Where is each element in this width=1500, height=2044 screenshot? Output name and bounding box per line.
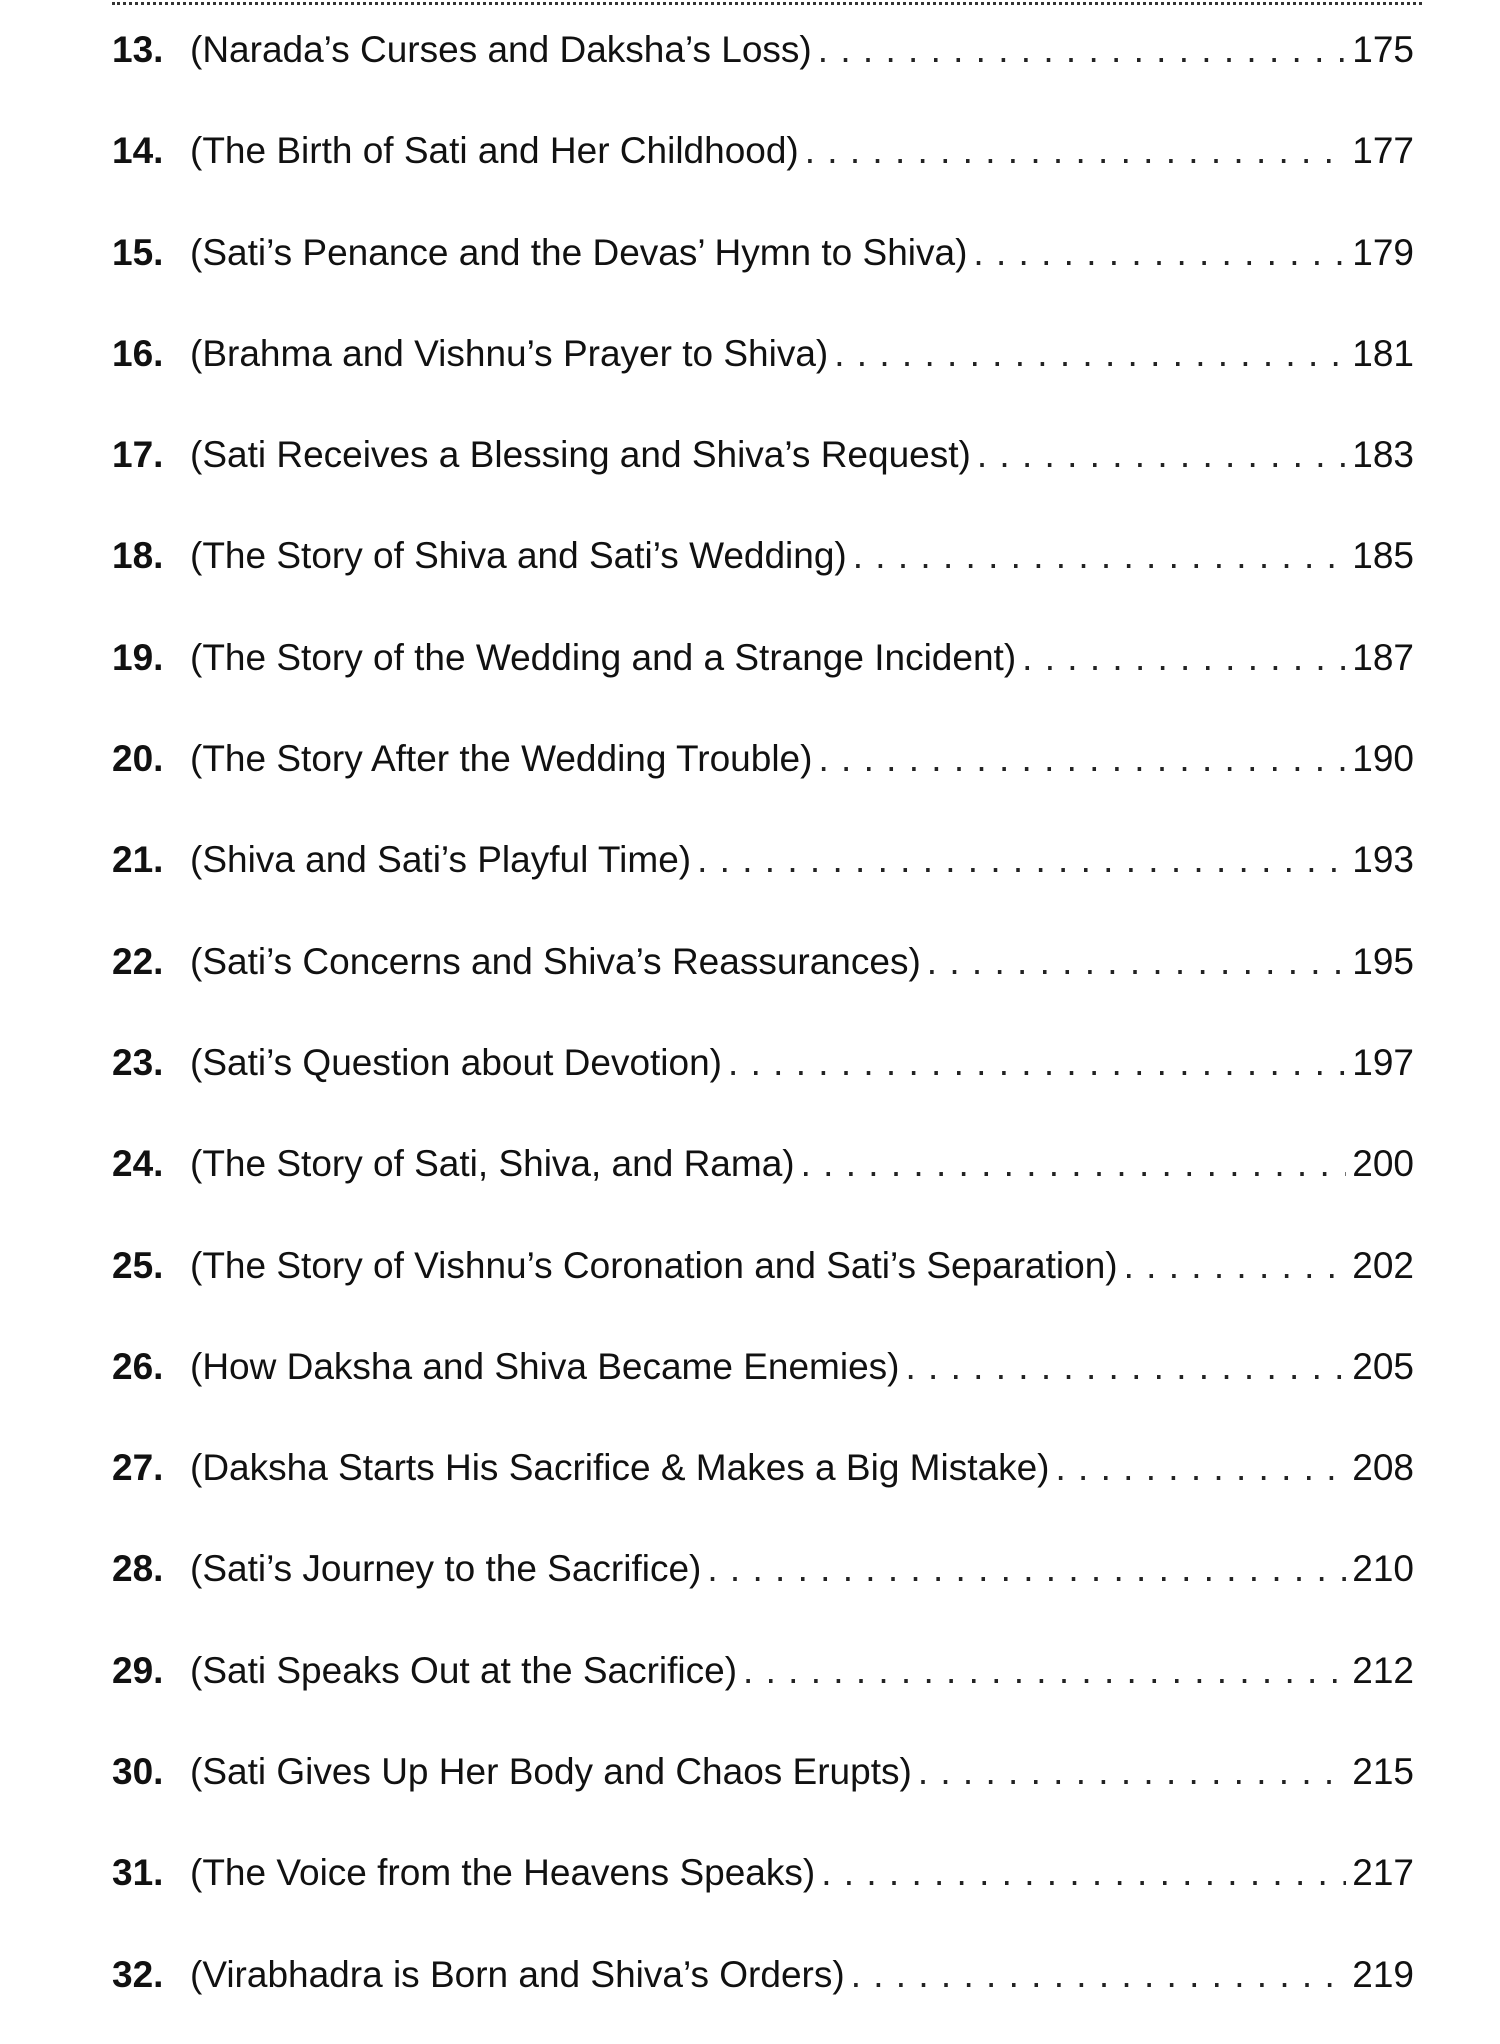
dot-leader	[853, 524, 1347, 588]
entry-title: (How Daksha and Shiva Became Enemies)	[190, 1345, 900, 1387]
entry-number: 29.	[112, 1649, 164, 1691]
dot-leader	[918, 1740, 1346, 1804]
entry-number: 26.	[112, 1345, 164, 1387]
entry-title: (Sati’s Penance and the Devas’ Hymn to Shiva)	[190, 231, 968, 273]
table-of-contents	[112, 18, 1414, 2044]
entry-title: (Narada’s Curses and Daksha’s Loss)	[190, 29, 812, 70]
entry-title: (The Story of Vishnu’s Coronation and Sati’s Separation)	[190, 1244, 1118, 1286]
entry-title: (The Voice from the Heavens Speaks)	[190, 1852, 816, 1894]
entry-page-number: 183	[1352, 434, 1414, 476]
dot-leader	[743, 1639, 1346, 1703]
toc-entry-20[interactable]	[112, 727, 1414, 828]
entry-number: 30.	[112, 1751, 164, 1793]
dot-leader	[973, 221, 1346, 285]
toc-entry-14[interactable]	[112, 119, 1414, 220]
entry-number: 20.	[112, 738, 164, 780]
entry-page-number: 202	[1352, 1244, 1414, 1286]
entry-page-number: 187	[1352, 636, 1414, 678]
entry-number: 16.	[112, 332, 164, 374]
entry-title: (The Story After the Wedding Trouble)	[190, 738, 813, 780]
top-dotted-rule	[112, 2, 1422, 5]
entry-title: (The Story of the Wedding and a Strange Incident)	[190, 636, 1017, 678]
entry-number: 19.	[112, 636, 164, 678]
dot-leader	[1124, 1234, 1347, 1298]
dot-leader	[1022, 626, 1346, 690]
dot-leader	[851, 1943, 1347, 2007]
toc-entry-26[interactable]	[112, 1335, 1414, 1436]
toc-entry-15[interactable]	[112, 221, 1414, 322]
toc-entry-25[interactable]	[112, 1234, 1414, 1335]
entry-number: 27.	[112, 1447, 164, 1489]
dot-leader	[818, 727, 1346, 791]
entry-page-number: 200	[1352, 1143, 1414, 1185]
entry-page-number: 185	[1352, 535, 1414, 577]
entry-page-number: 179	[1352, 231, 1414, 273]
dot-leader	[728, 1031, 1346, 1095]
toc-entry-23[interactable]	[112, 1031, 1414, 1132]
entry-title: (Sati’s Journey to the Sacrifice)	[190, 1548, 702, 1590]
toc-entry-24[interactable]	[112, 1132, 1414, 1233]
entry-title: (Daksha Starts His Sacrifice & Makes a Big Mistake)	[190, 1447, 1050, 1489]
entry-number: 13.	[112, 29, 164, 70]
toc-entry-29[interactable]	[112, 1639, 1414, 1740]
entry-number: 23.	[112, 1041, 164, 1083]
entry-page-number: 197	[1352, 1041, 1414, 1083]
entry-page-number: 208	[1352, 1447, 1414, 1489]
dot-leader	[805, 119, 1347, 183]
toc-entry-30[interactable]	[112, 1740, 1414, 1841]
entry-number: 21.	[112, 839, 164, 881]
entry-page-number: 181	[1352, 332, 1414, 374]
dot-leader	[707, 1537, 1346, 1601]
toc-entry-18[interactable]	[112, 524, 1414, 625]
entry-number: 25.	[112, 1244, 164, 1286]
dot-leader	[927, 930, 1346, 994]
entry-page-number: 193	[1352, 839, 1414, 881]
entry-page-number: 195	[1352, 940, 1414, 982]
toc-entry-22[interactable]	[112, 930, 1414, 1031]
entry-title: (The Story of Shiva and Sati’s Wedding)	[190, 535, 847, 577]
dot-leader	[821, 1841, 1346, 1905]
entry-page-number: 217	[1352, 1852, 1414, 1894]
dot-leader	[977, 423, 1346, 487]
toc-entry-27[interactable]	[112, 1436, 1414, 1537]
entry-number: 18.	[112, 535, 164, 577]
toc-entry-28[interactable]	[112, 1537, 1414, 1638]
toc-entry-13[interactable]	[112, 18, 1414, 119]
entry-page-number: 210	[1352, 1548, 1414, 1590]
toc-entry-17[interactable]	[112, 423, 1414, 524]
toc-entry-21[interactable]	[112, 828, 1414, 929]
dot-leader	[906, 1335, 1347, 1399]
entry-title: (Sati Gives Up Her Body and Chaos Erupts)	[190, 1751, 912, 1793]
dot-leader	[818, 18, 1347, 82]
toc-entry-32[interactable]	[112, 1943, 1414, 2044]
entry-number: 15.	[112, 231, 164, 273]
entry-page-number: 215	[1352, 1751, 1414, 1793]
entry-title: (Sati Speaks Out at the Sacrifice)	[190, 1649, 738, 1691]
entry-title: (Sati’s Question about Devotion)	[190, 1041, 723, 1083]
entry-title: (Brahma and Vishnu’s Prayer to Shiva)	[190, 332, 829, 374]
entry-title: (Virabhadra is Born and Shiva’s Orders)	[190, 1953, 845, 1995]
entry-page-number: 212	[1352, 1649, 1414, 1691]
toc-entry-16[interactable]	[112, 322, 1414, 423]
entry-title: (Sati’s Concerns and Shiva’s Reassurances)	[190, 940, 921, 982]
toc-entry-19[interactable]	[112, 626, 1414, 727]
dot-leader	[1055, 1436, 1346, 1500]
entry-number: 32.	[112, 1953, 164, 1995]
entry-number: 14.	[112, 130, 164, 172]
entry-title: (Shiva and Sati’s Playful Time)	[190, 839, 692, 881]
entry-page-number: 219	[1352, 1953, 1414, 1995]
entry-number: 17.	[112, 434, 164, 476]
entry-page-number: 177	[1352, 130, 1414, 172]
entry-number: 24.	[112, 1143, 164, 1185]
entry-number: 28.	[112, 1548, 164, 1590]
entry-title: (The Birth of Sati and Her Childhood)	[190, 130, 799, 172]
dot-leader	[801, 1132, 1347, 1196]
entry-number: 22.	[112, 940, 164, 982]
entry-page-number: 190	[1352, 738, 1414, 780]
entry-page-number: 205	[1352, 1345, 1414, 1387]
dot-leader	[834, 322, 1346, 386]
toc-entry-31[interactable]	[112, 1841, 1414, 1942]
entry-title: (Sati Receives a Blessing and Shiva’s Request)	[190, 434, 971, 476]
dot-leader	[697, 828, 1346, 892]
entry-page-number: 175	[1352, 29, 1414, 70]
entry-title: (The Story of Sati, Shiva, and Rama)	[190, 1143, 795, 1185]
entry-number: 31.	[112, 1852, 164, 1894]
